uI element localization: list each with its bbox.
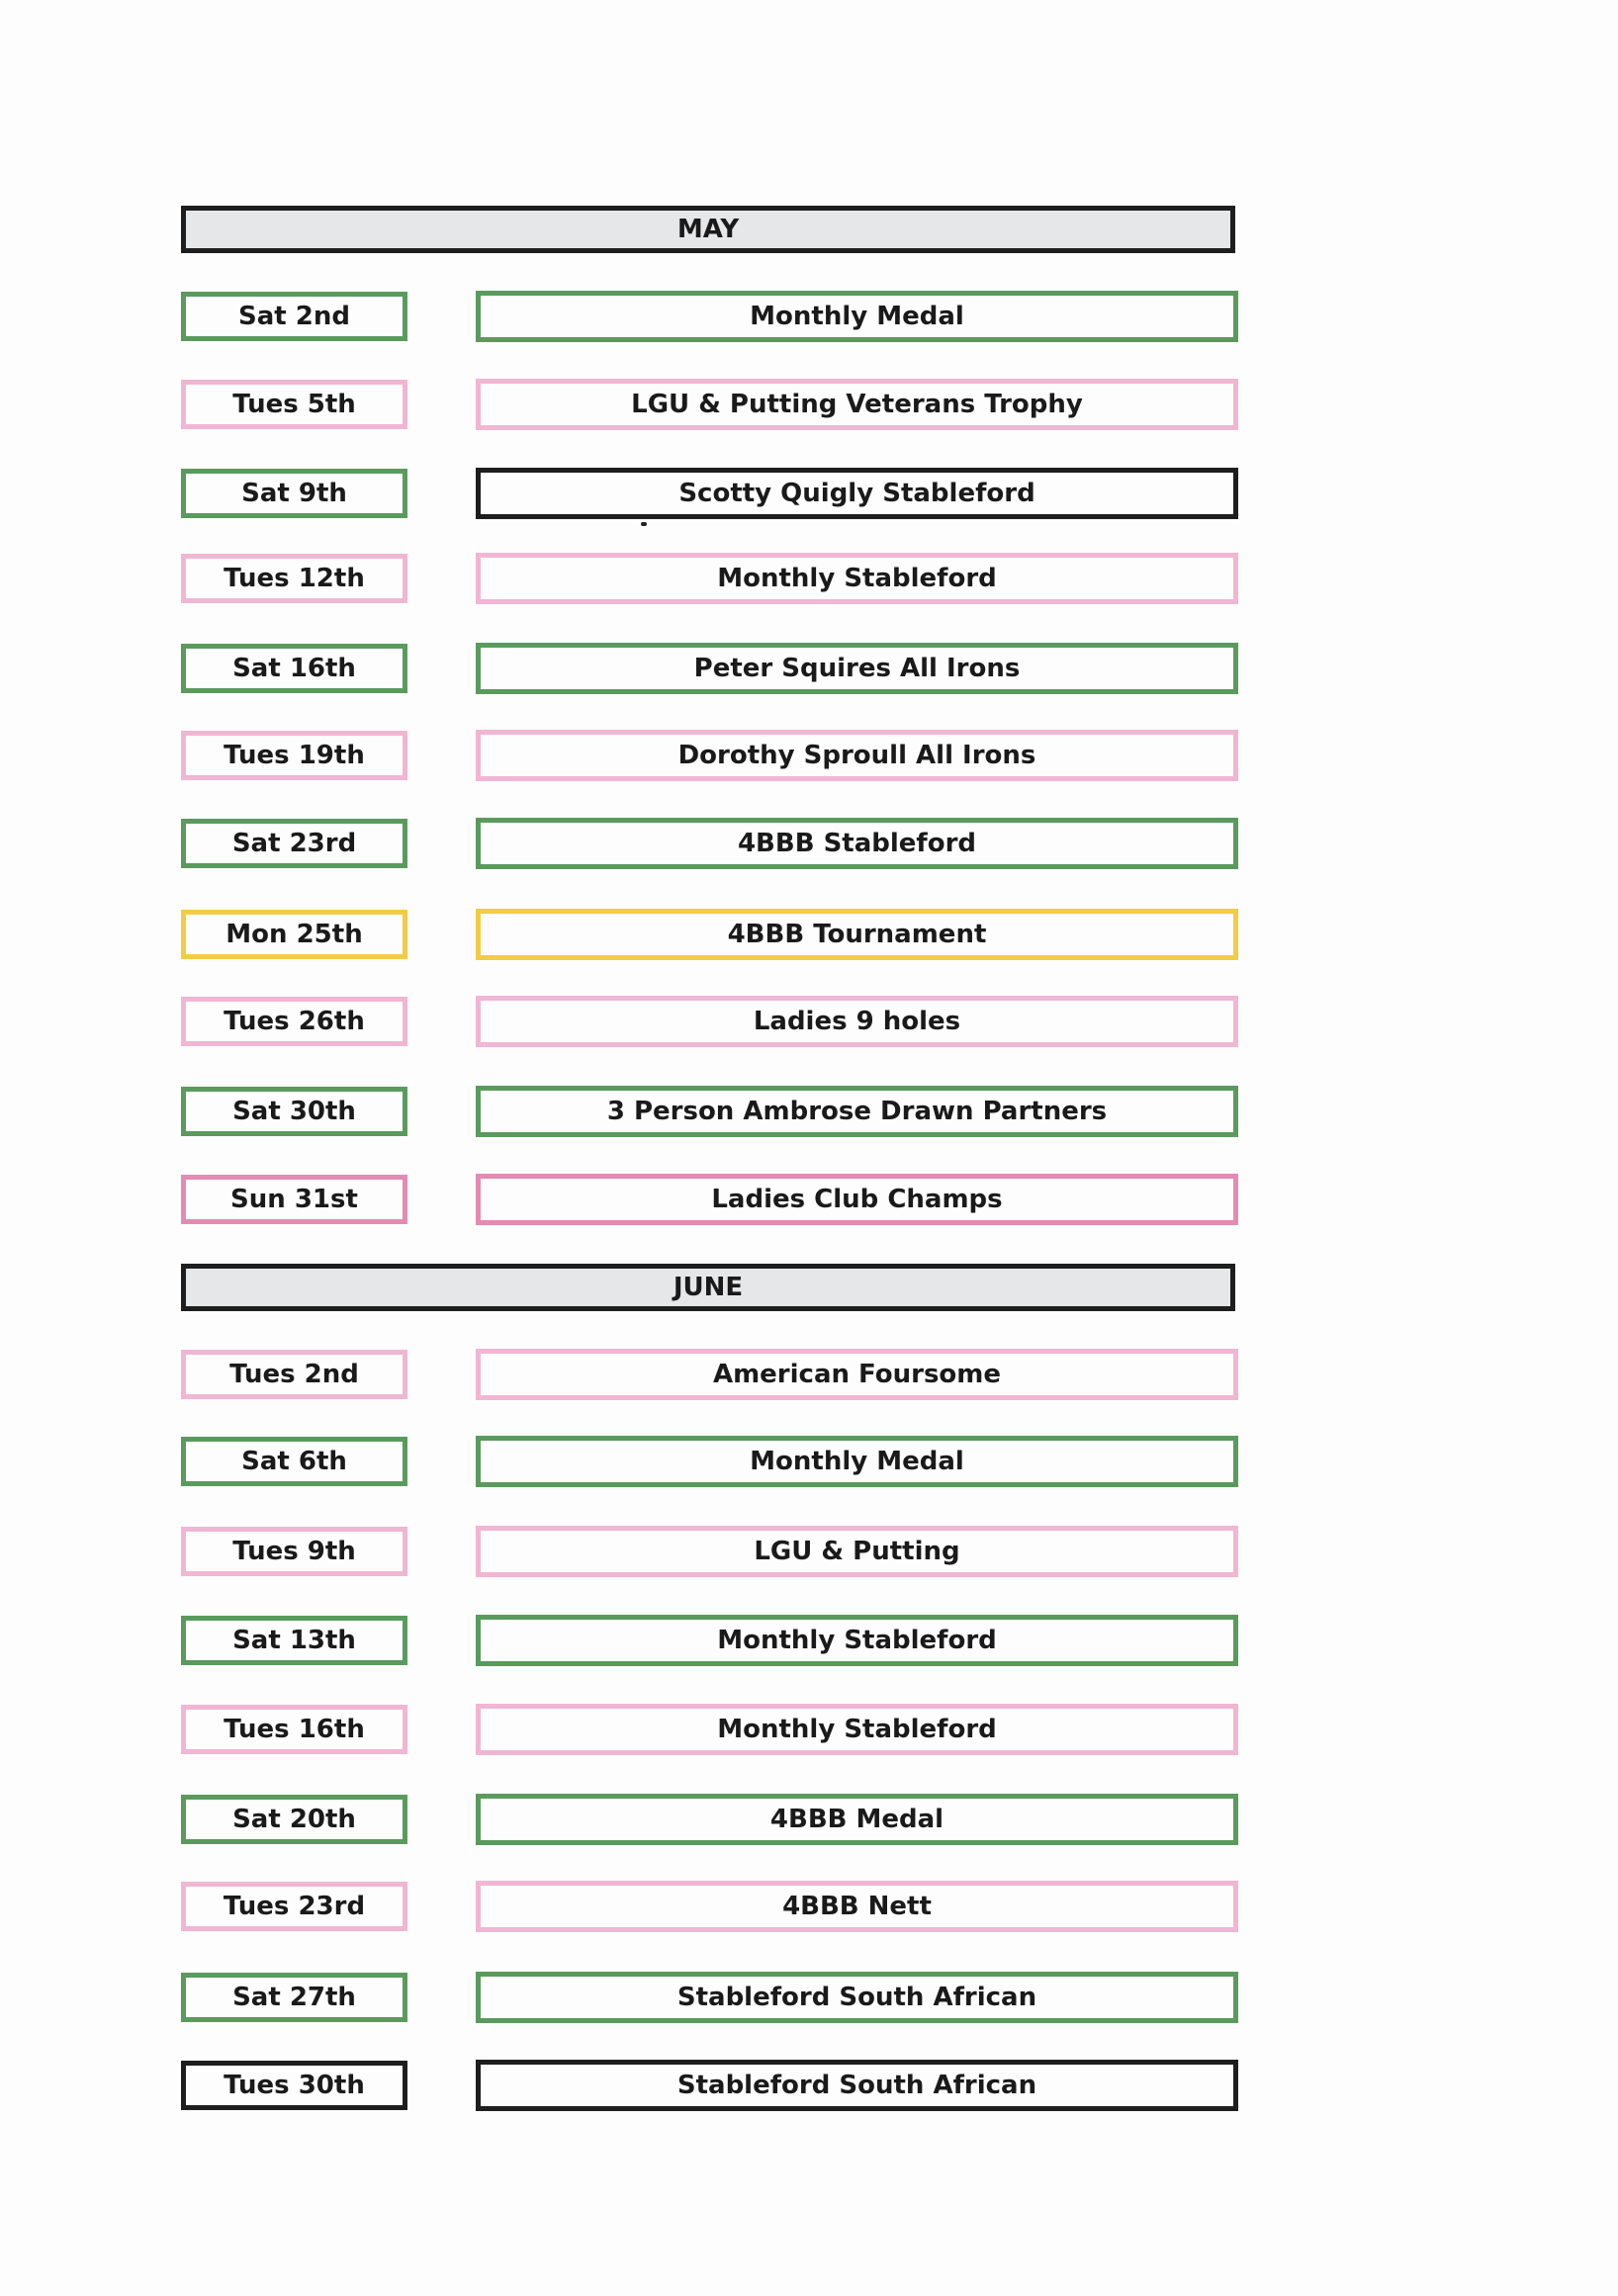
event-box: Monthly Stableford <box>476 1615 1238 1666</box>
date-box: Sat 20th <box>181 1795 407 1844</box>
date-box: Tues 5th <box>181 380 407 429</box>
event-box: Scotty Quigly Stableford <box>476 468 1238 519</box>
event-box: LGU & Putting Veterans Trophy <box>476 379 1238 430</box>
event-box: 3 Person Ambrose Drawn Partners <box>476 1086 1238 1137</box>
event-box: 4BBB Tournament <box>476 909 1238 960</box>
date-box: Tues 9th <box>181 1527 407 1576</box>
event-box: Ladies Club Champs <box>476 1174 1238 1225</box>
date-box: Sat 2nd <box>181 292 407 341</box>
date-box: Sat 16th <box>181 644 407 693</box>
event-box: Monthly Stableford <box>476 553 1238 604</box>
date-box: Tues 26th <box>181 997 407 1046</box>
date-box: Sat 30th <box>181 1087 407 1136</box>
date-box: Tues 30th <box>181 2061 407 2110</box>
event-box: Monthly Medal <box>476 1436 1238 1487</box>
event-box: American Foursome <box>476 1349 1238 1400</box>
event-box: Stableford South African <box>476 1972 1238 2023</box>
event-box: 4BBB Stableford <box>476 818 1238 869</box>
date-box: Sat 6th <box>181 1437 407 1486</box>
event-box: Monthly Stableford <box>476 1704 1238 1755</box>
month-header-may: MAY <box>181 206 1235 253</box>
event-box: Dorothy Sproull All Irons <box>476 730 1238 781</box>
date-box: Tues 12th <box>181 554 407 603</box>
event-box: Stableford South African <box>476 2060 1238 2111</box>
event-box: Ladies 9 holes <box>476 996 1238 1047</box>
date-box: Tues 23rd <box>181 1882 407 1931</box>
date-box: Tues 2nd <box>181 1350 407 1399</box>
event-box: LGU & Putting <box>476 1526 1238 1577</box>
event-box: 4BBB Medal <box>476 1794 1238 1845</box>
date-box: Sat 23rd <box>181 819 407 868</box>
scan-speck <box>641 522 647 526</box>
date-box: Sat 13th <box>181 1616 407 1665</box>
event-box: Monthly Medal <box>476 291 1238 342</box>
event-box: Peter Squires All Irons <box>476 643 1238 694</box>
date-box: Sun 31st <box>181 1175 407 1224</box>
date-box: Tues 16th <box>181 1705 407 1754</box>
month-header-june: JUNE <box>181 1264 1235 1311</box>
date-box: Tues 19th <box>181 731 407 780</box>
event-box: 4BBB Nett <box>476 1881 1238 1932</box>
date-box: Sat 27th <box>181 1973 407 2022</box>
date-box: Mon 25th <box>181 910 407 959</box>
date-box: Sat 9th <box>181 469 407 518</box>
